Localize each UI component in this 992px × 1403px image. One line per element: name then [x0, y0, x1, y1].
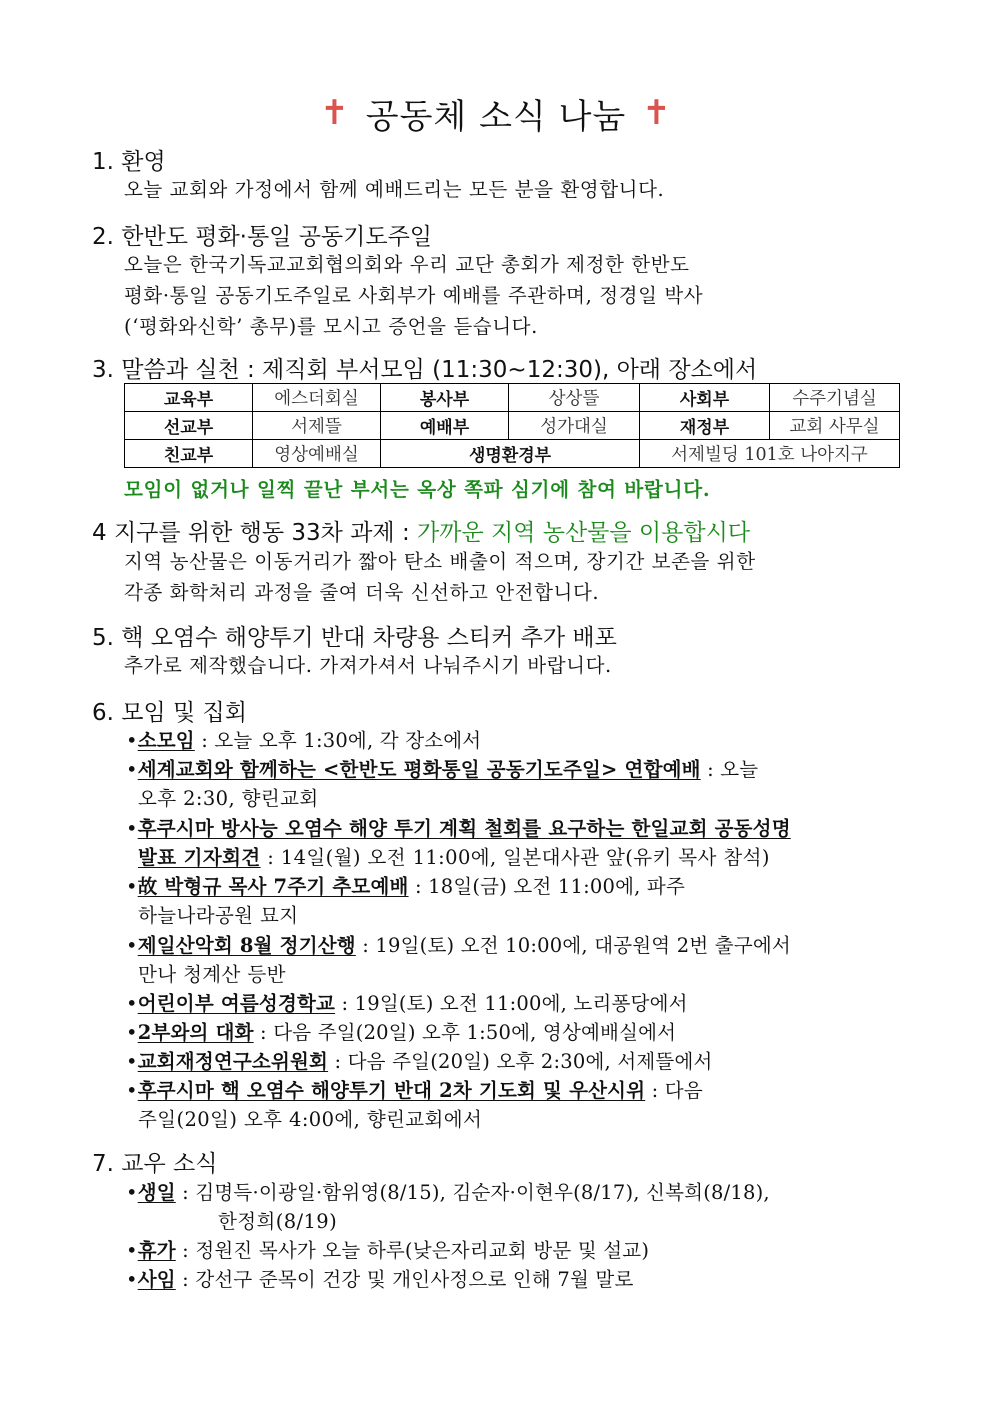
table-cell-place: 상상뜰: [509, 384, 640, 412]
event-detail: : 오늘 오후 1:30에, 각 장소에서: [194, 729, 482, 752]
event-name: 교회재정연구소위원회: [137, 1050, 329, 1073]
event-detail: : 19일(토) 오전 11:00에, 노리퐁당에서: [335, 992, 688, 1015]
news-detail: : 김명득·이광일·함위영(8/15), 김순자·이현우(8/17), 신복희(8/18),: [175, 1181, 770, 1204]
table-cell-dept: 친교부: [125, 440, 253, 468]
list-item: [126, 1017, 676, 1045]
event-name: 후쿠시마 방사능 오염수 해양 투기 계획 철회를 요구하는 한일교회 공동성명: [137, 817, 791, 840]
news-label: 휴가: [137, 1239, 176, 1262]
list-item: [126, 1264, 633, 1292]
section-3-title: 3. 말씀과 실천 : 제직회 부서모임 (11:30~12:30), 아래 장소에서: [92, 357, 758, 383]
news-detail-cont: 한정희(8/19): [218, 1210, 338, 1233]
table-cell-place: 영상예배실: [253, 440, 381, 468]
bullet: •: [126, 1268, 138, 1291]
event-name-cont: 발표 기자회견: [138, 846, 261, 869]
section-7-title: 7. 교우 소식: [92, 1151, 218, 1177]
section-5-line: 추가로 제작했습니다. 가져가셔서 나눠주시기 바랍니다.: [124, 654, 612, 677]
event-detail: : 다음 주일(20일) 오후 1:50에, 영상예배실에서: [253, 1021, 677, 1044]
table-cell-dept: 사회부: [640, 384, 770, 412]
page-title-text: 공동체 소식 나눔: [365, 96, 627, 137]
section-2-line: 오늘은 한국기독교교회협의회와 우리 교단 총회가 제정한 한반도: [124, 253, 690, 276]
event-name: 세계교회와 함께하는 <한반도 평화통일 공동기도주일> 연합예배: [137, 758, 701, 781]
table-cell-place: 에스더회실: [253, 384, 381, 412]
table-cell-dept: 생명환경부: [381, 440, 640, 468]
table-cell-dept: 재정부: [640, 412, 770, 440]
section-5-title: 5. 핵 오염수 해양투기 반대 차량용 스티커 추가 배포: [92, 625, 617, 651]
table-cell-place: 수주기념실: [770, 384, 900, 412]
table-cell-dept: 예배부: [381, 412, 509, 440]
list-item: [126, 1177, 770, 1205]
bullet: •: [126, 1181, 138, 1204]
section-2-line: (‘평화와신학’ 총무)를 모시고 증언을 듣습니다.: [124, 315, 538, 338]
list-item: [126, 988, 688, 1016]
event-detail-cont: 만나 청계산 등반: [138, 963, 286, 986]
table-row: [125, 412, 900, 440]
section-4-line: 각종 화학처리 과정을 줄여 더욱 신선하고 안전합니다.: [124, 581, 600, 604]
section-6-title: 6. 모임 및 집회: [92, 700, 247, 726]
event-detail-cont: 주일(20일) 오후 4:00에, 향린교회에서: [138, 1108, 483, 1131]
room-table: [124, 383, 900, 468]
event-detail: : 14일(월) 오전 11:00에, 일본대사관 앞(유키 목사 참석): [260, 846, 770, 869]
section-4-title-highlight: 가까운 지역 농산물을 이용합시다: [417, 520, 751, 546]
event-detail: : 오늘: [700, 758, 759, 781]
event-detail-cont: [138, 842, 770, 870]
section-3-note: 모임이 없거나 일찍 끝난 부서는 옥상 쪽파 심기에 참여 바랍니다.: [124, 478, 711, 501]
event-detail: : 다음 주일(20일) 오후 2:30에, 서제뜰에서: [328, 1050, 713, 1073]
bullet: •: [126, 817, 138, 840]
bullet: •: [126, 1050, 138, 1073]
bullet: •: [126, 875, 138, 898]
event-detail: : 다음: [645, 1079, 703, 1102]
bullet: •: [126, 1079, 138, 1102]
news-label: 생일: [137, 1181, 176, 1204]
event-name: 故 박형규 목사 7주기 추모예배: [137, 875, 409, 898]
event-name: 어린이부 여름성경학교: [137, 992, 336, 1015]
list-item: [126, 871, 685, 899]
event-detail: : 18일(금) 오전 11:00에, 파주: [408, 875, 685, 898]
event-detail: : 19일(토) 오전 10:00에, 대공원역 2번 출구에서: [355, 934, 791, 957]
section-2-line: 평화·통일 공동기도주일로 사회부가 예배를 주관하며, 정경일 박사: [124, 284, 704, 307]
event-name: 제일산악회 8월 정기산행: [137, 934, 356, 957]
news-label: 사임: [137, 1268, 176, 1291]
event-name: 소모임: [137, 729, 195, 752]
table-cell-dept: 봉사부: [381, 384, 509, 412]
event-detail-cont: 오후 2:30, 향린교회: [138, 787, 319, 810]
list-item: [126, 813, 791, 841]
bullet: •: [126, 758, 138, 781]
list-item: [126, 1046, 713, 1074]
bullet: •: [126, 992, 138, 1015]
table-cell-dept: 선교부: [125, 412, 253, 440]
list-item: [126, 1235, 649, 1263]
bullet: •: [126, 729, 138, 752]
table-row: [125, 384, 900, 412]
section-4-title: [92, 514, 750, 547]
list-item: [126, 930, 791, 958]
bullet: •: [126, 934, 138, 957]
event-name: 2부와의 대화: [137, 1021, 254, 1044]
table-cell-place: 서제뜰: [253, 412, 381, 440]
section-4-title-prefix: 4 지구를 위한 행동 33차 과제 :: [92, 520, 418, 546]
table-cell-place: 성가대실: [509, 412, 640, 440]
table-row: [125, 440, 900, 468]
news-detail: : 강선구 준목이 건강 및 개인사정으로 인해 7월 말로: [175, 1268, 634, 1291]
list-item: [126, 1075, 703, 1103]
section-1-title: 1. 환영: [92, 149, 166, 175]
section-4-line: 지역 농산물은 이동거리가 짧아 탄소 배출이 적으며, 장기간 보존을 위한: [124, 550, 756, 573]
cross-icon-right: ✝: [642, 93, 672, 133]
event-detail-cont: 하늘나라공원 묘지: [138, 904, 299, 927]
table-cell-dept: 교육부: [125, 384, 253, 412]
bullet: •: [126, 1021, 138, 1044]
section-1-line: 오늘 교회와 가정에서 함께 예배드리는 모든 분을 환영합니다.: [124, 178, 665, 201]
bullet: •: [126, 1239, 138, 1262]
section-2-title: 2. 한반도 평화·통일 공동기도주일: [92, 224, 433, 250]
page-title: [0, 88, 992, 138]
cross-icon-left: ✝: [320, 93, 350, 133]
list-item: [126, 754, 758, 782]
table-cell-place: 서제빌딩 101호 나아지구: [640, 440, 900, 468]
event-name: 후쿠시마 핵 오염수 해양투기 반대 2차 기도회 및 우산시위: [137, 1079, 646, 1102]
list-item: [126, 725, 481, 753]
news-detail: : 정원진 목사가 오늘 하루(낮은자리교회 방문 및 설교): [175, 1239, 650, 1262]
table-cell-place: 교회 사무실: [770, 412, 900, 440]
